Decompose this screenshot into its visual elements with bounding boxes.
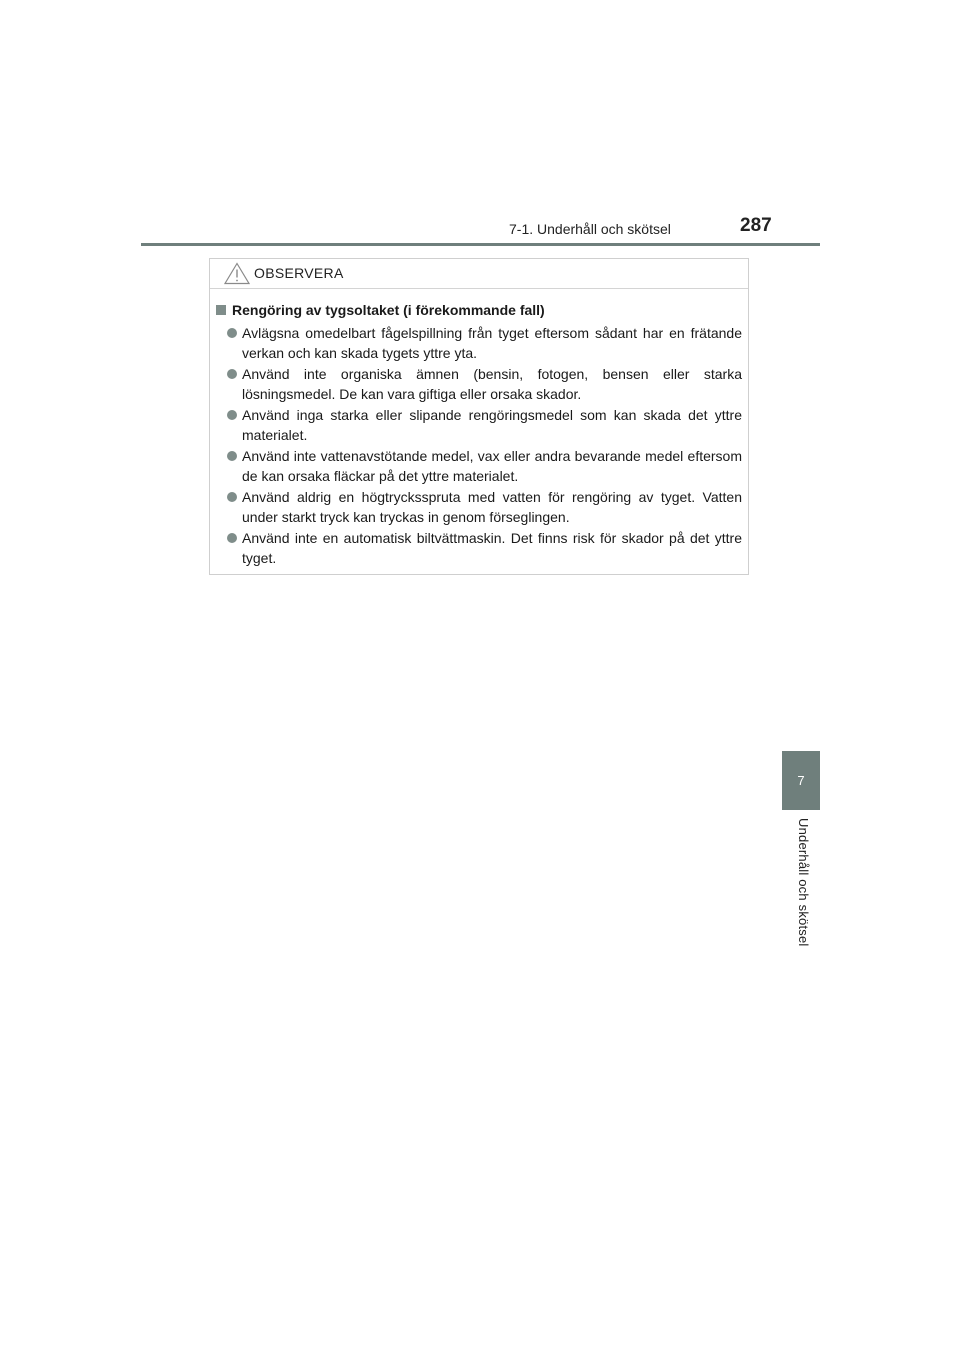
list-item (216, 405, 742, 445)
list-item-text: Använd inte en automatisk biltvättmaskin. Det finns risk för skador på det yttre tyget. (242, 530, 742, 566)
list-item-text: Använd aldrig en högtrycksspruta med vatten för rengöring av tyget. Vatten under starkt tryck kan tryckas in genom förseglingen. (242, 489, 742, 525)
warning-triangle-icon (224, 262, 250, 290)
square-bullet-icon (216, 305, 226, 315)
list-item-text: Använd inga starka eller slipande rengöringsmedel som kan skada det yttre materialet. (242, 407, 742, 443)
bullet-dot-icon (227, 369, 237, 379)
list-item (216, 323, 742, 363)
list-item-text: Använd inte vattenavstötande medel, vax eller andra bevarande medel eftersom de kan orsaka fläckar på det yttre materialet. (242, 448, 742, 484)
list-item (216, 364, 742, 404)
bullet-dot-icon (227, 410, 237, 420)
page-number: 287 (740, 215, 772, 236)
section-header: 7-1. Underhåll och skötsel (509, 221, 671, 237)
chapter-number: 7 (797, 773, 805, 788)
caution-title: OBSERVERA (254, 265, 344, 281)
bullet-dot-icon (227, 451, 237, 461)
chapter-title: Underhåll och skötsel (796, 818, 811, 947)
bullet-dot-icon (227, 328, 237, 338)
caution-list (216, 323, 742, 568)
bullet-dot-icon (227, 533, 237, 543)
bullet-dot-icon (227, 492, 237, 502)
list-item (216, 446, 742, 486)
list-item (216, 528, 742, 568)
caution-section-heading (216, 301, 742, 319)
caution-body (210, 289, 748, 568)
list-item-text: Använd inte organiska ämnen (bensin, fotogen, bensen eller starka lösningsmedel. De kan vara giftiga eller orsaka skador. (242, 366, 742, 402)
list-item (216, 487, 742, 527)
caution-box (209, 258, 749, 575)
chapter-tab (782, 751, 820, 810)
header-divider (141, 243, 820, 246)
caution-header (210, 259, 748, 289)
section-heading-text: Rengöring av tygsoltaket (i förekommande fall) (232, 302, 545, 318)
list-item-text: Avlägsna omedelbart fågelspillning från tyget eftersom sådant har en frätande verkan och kan skada tygets yttre yta. (242, 325, 742, 361)
